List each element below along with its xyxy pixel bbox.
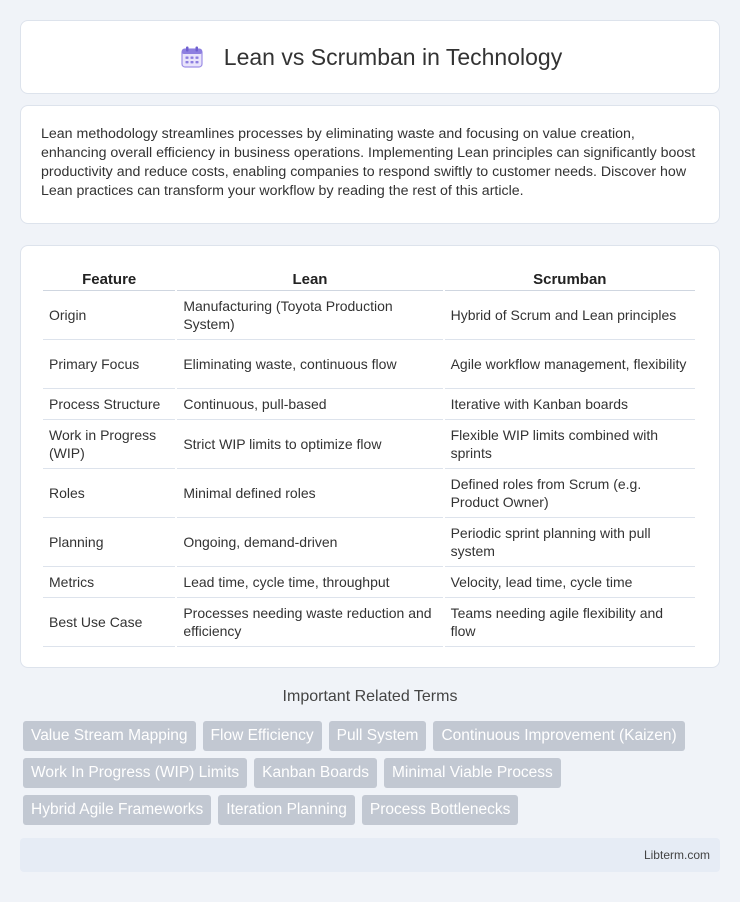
header-lean: Lean <box>177 266 442 291</box>
table-row <box>43 469 695 518</box>
comparison-table-card <box>20 245 720 668</box>
feature-cell: Origin <box>43 291 175 340</box>
lean-cell: Eliminating waste, continuous flow <box>177 340 442 389</box>
lean-cell: Manufacturing (Toyota Production System) <box>177 291 442 340</box>
tag-continuous-improvement[interactable]: Continuous Improvement (Kaizen) <box>433 721 684 751</box>
feature-cell: Metrics <box>43 567 175 598</box>
intro-card <box>20 105 720 224</box>
scrumban-cell: Velocity, lead time, cycle time <box>445 567 695 598</box>
scrumban-cell: Periodic sprint planning with pull system <box>445 518 695 567</box>
scrumban-cell: Teams needing agile flexibility and flow <box>445 598 695 647</box>
tag-minimal-viable-process[interactable]: Minimal Viable Process <box>384 758 561 788</box>
feature-cell: Primary Focus <box>43 340 175 389</box>
table-row <box>43 420 695 469</box>
tag-flow-efficiency[interactable]: Flow Efficiency <box>203 721 322 751</box>
feature-cell: Best Use Case <box>43 598 175 647</box>
feature-cell: Roles <box>43 469 175 518</box>
related-terms-title: Important Related Terms <box>282 688 458 705</box>
lean-cell: Minimal defined roles <box>177 469 442 518</box>
table-row <box>43 567 695 598</box>
scrumban-cell: Hybrid of Scrum and Lean principles <box>445 291 695 340</box>
lean-cell: Continuous, pull-based <box>177 389 442 420</box>
tag-value-stream-mapping[interactable]: Value Stream Mapping <box>23 721 196 751</box>
title-wrap <box>178 43 562 71</box>
table-row <box>43 389 695 420</box>
table-row <box>43 291 695 340</box>
table-row <box>43 598 695 647</box>
feature-cell: Process Structure <box>43 389 175 420</box>
scrumban-cell: Defined roles from Scrum (e.g. Product Owner) <box>445 469 695 518</box>
calendar-icon <box>178 43 206 71</box>
lean-cell: Lead time, cycle time, throughput <box>177 567 442 598</box>
table-header-row <box>43 266 695 291</box>
tag-process-bottlenecks[interactable]: Process Bottlenecks <box>362 795 518 825</box>
footer-site-link[interactable]: Libterm.com <box>643 848 710 862</box>
feature-cell: Planning <box>43 518 175 567</box>
header-feature: Feature <box>43 266 175 291</box>
feature-cell: Work in Progress (WIP) <box>43 420 175 469</box>
tag-wip-limits[interactable]: Work In Progress (WIP) Limits <box>23 758 247 788</box>
tag-hybrid-agile-frameworks[interactable]: Hybrid Agile Frameworks <box>23 795 211 825</box>
comparison-table <box>41 266 697 647</box>
scrumban-cell: Flexible WIP limits combined with sprints <box>445 420 695 469</box>
tag-row <box>23 795 723 825</box>
tag-kanban-boards[interactable]: Kanban Boards <box>254 758 377 788</box>
intro-text: Lean methodology streamlines processes by eliminating waste and focusing on value creation, enhancing overall efficiency in business operations. Implementing Lean principles can significantly boost productivity and reduce costs, enabling companies to respond swiftly to customer needs. Discover how Lean practices can transform your workflow by reading the rest of this article. <box>41 126 696 199</box>
lean-cell: Processes needing waste reduction and efficiency <box>177 598 442 647</box>
tag-row <box>23 721 723 751</box>
header-scrumban: Scrumban <box>445 266 695 291</box>
page-title: Lean vs Scrumban in Technology <box>223 43 563 70</box>
related-terms-list <box>23 721 723 832</box>
scrumban-cell: Agile workflow management, flexibility <box>445 340 695 389</box>
table-row <box>43 518 695 567</box>
footer <box>20 838 720 872</box>
scrumban-cell: Iterative with Kanban boards <box>445 389 695 420</box>
tag-iteration-planning[interactable]: Iteration Planning <box>218 795 355 825</box>
tag-row <box>23 758 723 788</box>
table-row <box>43 340 695 389</box>
tag-pull-system[interactable]: Pull System <box>329 721 427 751</box>
lean-cell: Strict WIP limits to optimize flow <box>177 420 442 469</box>
header-card <box>20 20 720 94</box>
lean-cell: Ongoing, demand-driven <box>177 518 442 567</box>
